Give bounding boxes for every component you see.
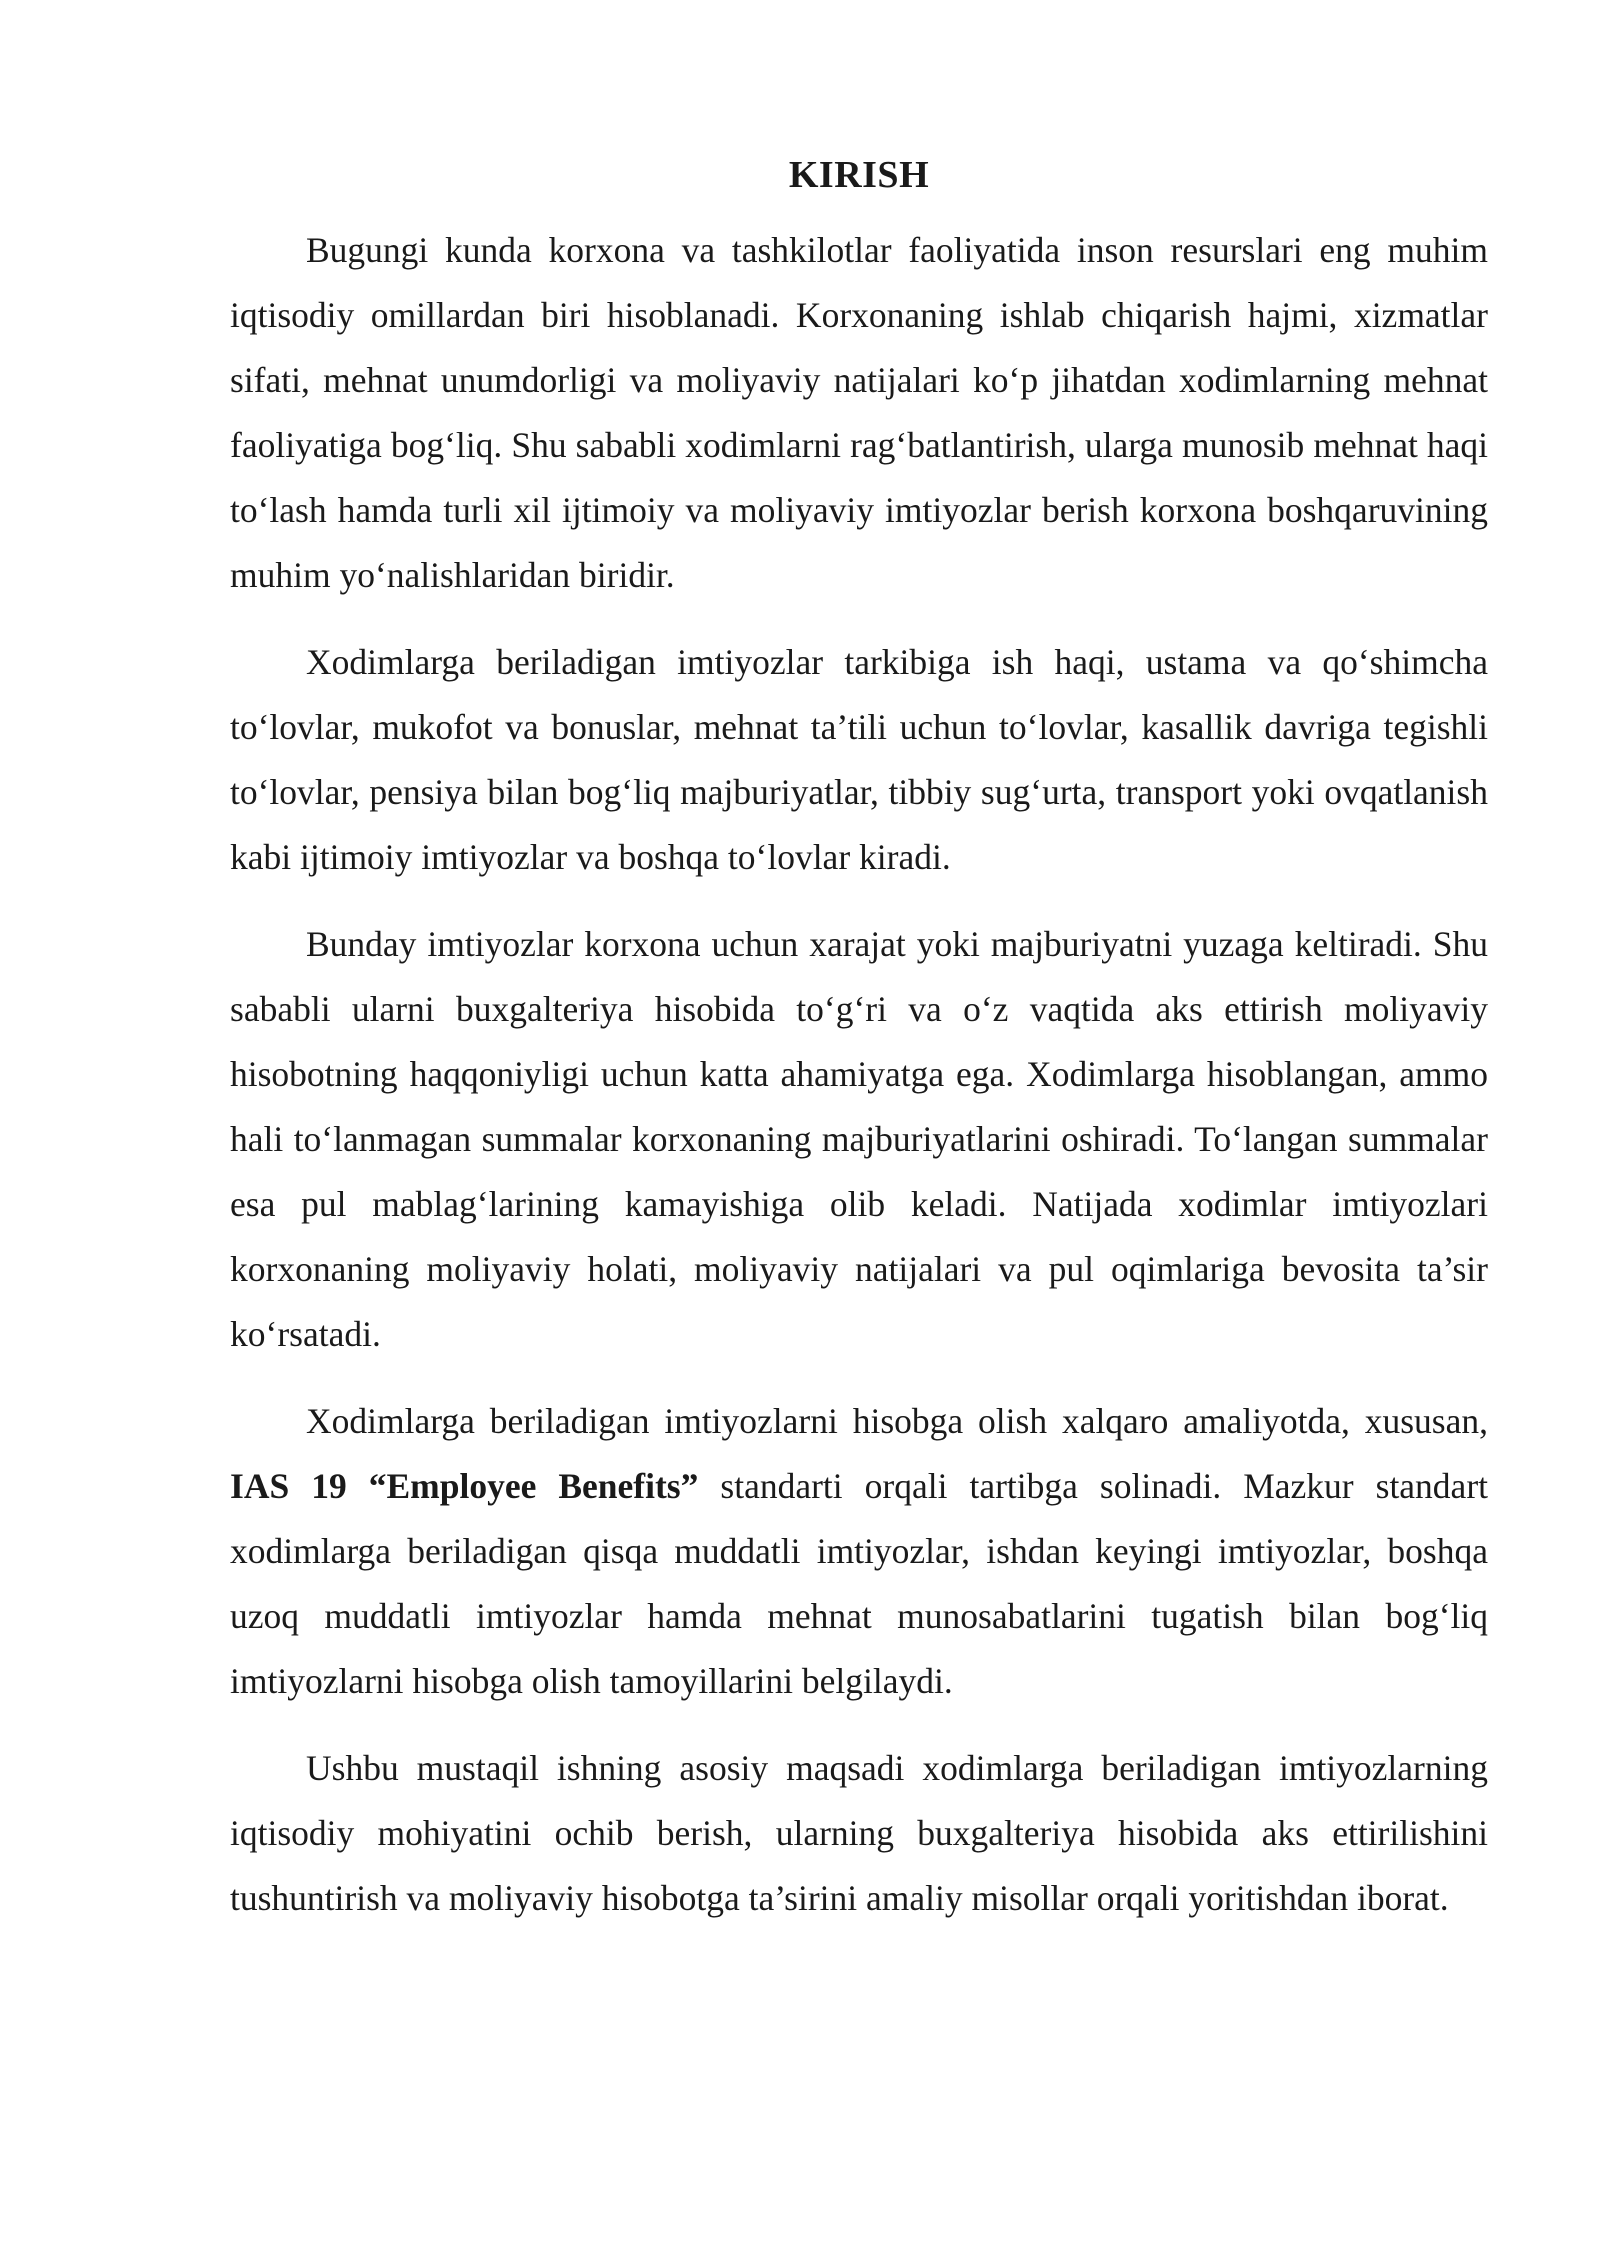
paragraph-1: Bugungi kunda korxona va tashkilotlar faoliyatida inson resurslari eng muhim iqtisodiy omillardan biri hisoblanadi. Korxonaning ishlab chiqarish hajmi, xizmatlar sifati, mehnat unumdorligi va moliyaviy natijalari ko‘p jihatdan xodimlarning mehnat faoliyatiga bog‘liq. Shu sababli xodimlarni rag‘batlantirish, ularga munosib mehnat haqi to‘lash hamda turli xil ijtimoiy va moliyaviy imtiyozlar berish korxona boshqaruvining muhim yo‘nalishlaridan biridir. [230, 230, 1488, 595]
page-title: KIRISH [788, 154, 930, 196]
paragraph-4-text-before: Xodimlarga beriladigan imtiyozlarni hisobga olish xalqaro amaliyotda, xususan, [306, 1401, 1488, 1441]
paragraph-3: Bunday imtiyozlar korxona uchun xarajat yoki majburiyatni yuzaga keltiradi. Shu sababli ularni buxgalteriya hisobida to‘g‘ri va o‘z vaqtida aks ettirish moliyaviy hisobotning haqqoniyligi uchun katta ahamiyatga ega. Xodimlarga hisoblangan, ammo hali to‘lanmagan summalar korxonaning majburiyatlarini oshiradi. To‘langan summalar esa pul mablag‘larining kamayishiga olib keladi. Natijada xodimlar imtiyozlari korxonaning moliyaviy holati, moliyaviy natijalari va pul oqimlariga bevosita ta’sir ko‘rsatadi. [230, 924, 1488, 1354]
standard-name: IAS 19 “Employee Benefits” [230, 1466, 699, 1506]
document-page [230, 150, 1488, 1953]
paragraph-2: Xodimlarga beriladigan imtiyozlar tarkibiga ish haqi, ustama va qo‘shimcha to‘lovlar, mukofot va bonuslar, mehnat ta’tili uchun to‘lovlar, kasallik davriga tegishli to‘lovlar, pensiya bilan bog‘liq majburiyatlar, tibbiy sug‘urta, transport yoki ovqatlanish kabi ijtimoiy imtiyozlar va boshqa to‘lovlar kiradi. [230, 642, 1488, 877]
paragraph-4-text-after: standarti orqali tartibga solinadi. Mazkur standart xodimlarga beriladigan qisqa muddatli imtiyozlar, ishdan keyingi imtiyozlar, boshqa uzoq muddatli imtiyozlar hamda mehnat munosabatlarini tugatish bilan bog‘liq imtiyozlarni hisobga olish tamoyillarini belgilaydi. [230, 1466, 1488, 1701]
paragraph-5: Ushbu mustaqil ishning asosiy maqsadi xodimlarga beriladigan imtiyozlarning iqtisodiy mohiyatini ochib berish, ularning buxgalteriya hisobida aks ettirilishini tushuntirish va moliyaviy hisobotga ta’sirini amaliy misollar orqali yoritishdan iborat. [230, 1748, 1488, 1918]
paragraph-4 [230, 1389, 1488, 1714]
